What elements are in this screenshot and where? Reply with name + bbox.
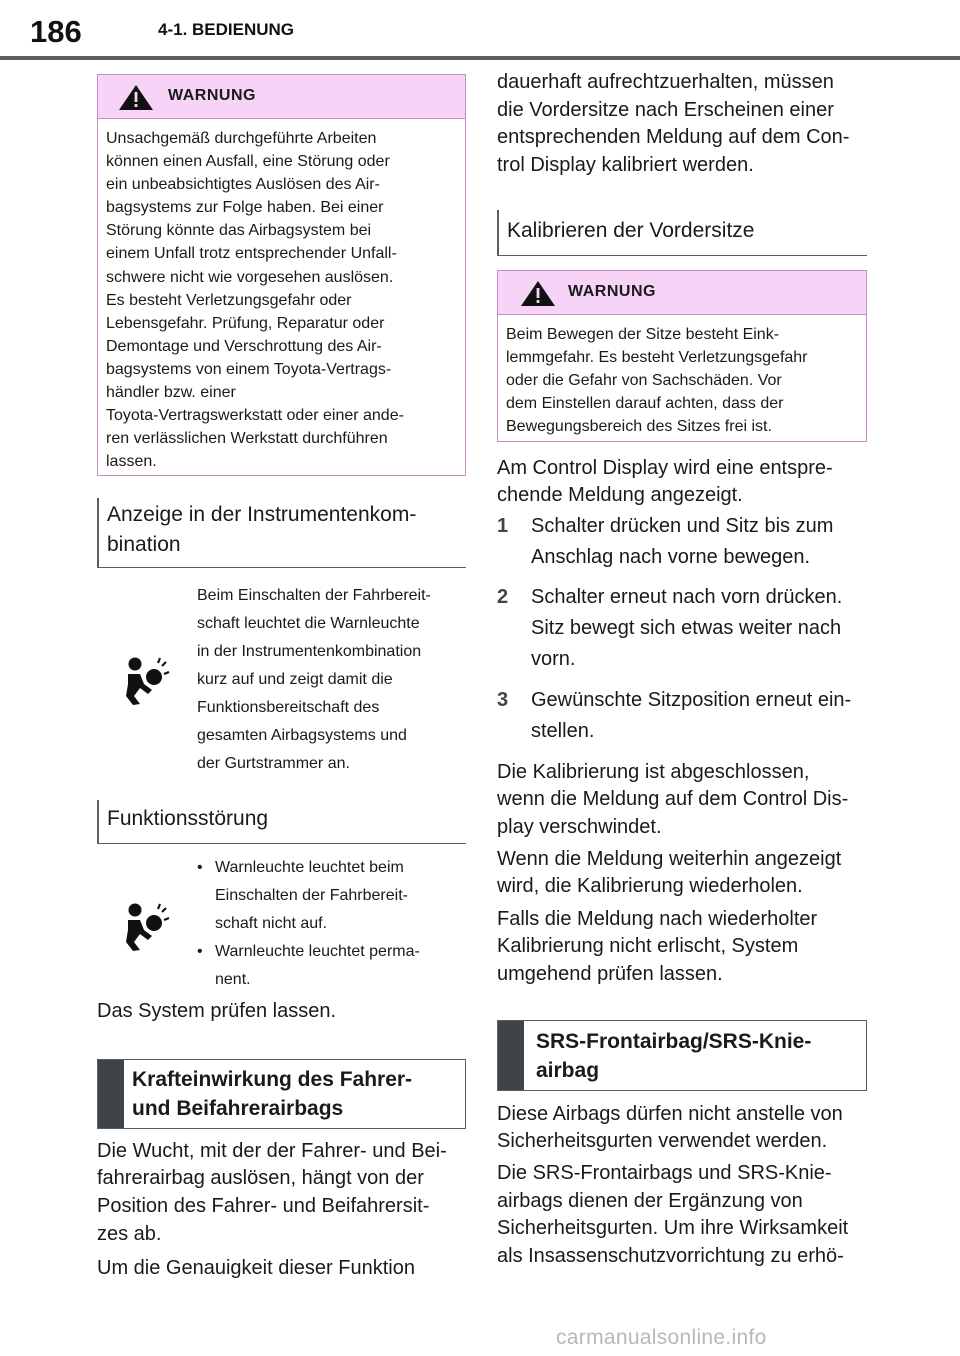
warning-line: ein unbeabsichtigtes Auslösen des Air-	[106, 176, 380, 194]
bullet-text	[215, 854, 455, 938]
warning-line: lemmgefahr. Es besteht Verletzungsgefahr	[506, 349, 808, 367]
bullet-line: schaft nicht auf.	[215, 915, 328, 932]
text-line: Falls die Meldung nach wiederholter	[497, 908, 818, 930]
section-heading-line: Anzeige in der Instrumentenkom-	[107, 503, 417, 526]
section-heading-funktionsstoerung	[97, 800, 466, 844]
step-line: Schalter erneut nach vorn drücken.	[531, 586, 843, 608]
text-line: der Gurtstrammer an.	[197, 755, 350, 772]
step-text	[531, 582, 871, 675]
step-number: 3	[497, 689, 509, 711]
warning-box-seat-movement	[497, 270, 867, 442]
step-line: Sitz bewegt sich etwas weiter nach	[531, 617, 842, 639]
text-line: dauerhaft aufrechtzuerhalten, müssen	[497, 71, 834, 93]
text-line: Am Control Display wird eine entspre-	[497, 457, 833, 479]
section-heading-line: Kalibrieren der Vordersitze	[507, 219, 755, 242]
bullet-line: nent.	[215, 971, 251, 988]
section-bar	[98, 1060, 124, 1128]
warning-line: einem Unfall trotz entsprechender Unfall-	[106, 245, 397, 263]
step-item	[497, 582, 867, 675]
step-line: vorn.	[531, 648, 576, 670]
bullet-dot: •	[197, 859, 203, 876]
warning-line: händler bzw. einer	[106, 384, 236, 402]
list-item	[197, 938, 457, 994]
warning-line: ren verlässlichen Werkstatt durchführen	[106, 430, 388, 448]
text-line: wird, die Kalibrierung wiederholen.	[497, 875, 803, 897]
section-heading-srs-airbag	[497, 1020, 867, 1091]
paragraph: Um die Genauigkeit dieser Funktion	[97, 1257, 415, 1279]
text-line: entsprechenden Meldung auf dem Con-	[497, 126, 850, 148]
step-text	[531, 511, 871, 573]
text-line: Kalibrierung nicht erlischt, System	[497, 935, 799, 957]
warning-body	[98, 119, 465, 473]
warning-line: bagsystems zur Folge haben. Bei einer	[106, 199, 384, 217]
text-line: trol Display kalibriert werden.	[497, 154, 754, 176]
section-heading-line: Funktionsstörung	[107, 807, 269, 830]
warning-line: Demontage und Verschrottung des Air-	[106, 337, 382, 355]
text-line: kurz auf und zeigt damit die	[197, 671, 393, 688]
bullet-text	[215, 938, 455, 994]
step-text	[531, 685, 871, 747]
warning-header	[498, 271, 866, 315]
step-item	[497, 685, 867, 747]
watermark: carmanualsonline.info	[556, 1326, 767, 1349]
text-line: als Insassenschutzvorrichtung zu erhö-	[497, 1245, 844, 1267]
text-line: Wenn die Meldung weiterhin angezeigt	[497, 848, 842, 870]
warning-line: oder die Gefahr von Sachschäden. Vor	[506, 372, 782, 390]
text-line: Beim Einschalten der Fahrbereit-	[197, 587, 431, 604]
chapter-title: 4-1. BEDIENUNG	[158, 20, 295, 39]
step-line: Schalter drücken und Sitz bis zum	[531, 515, 834, 537]
page-number: 186	[30, 14, 82, 49]
text-line: wenn die Meldung auf dem Control Dis-	[497, 788, 849, 810]
text-line: airbags dienen der Ergänzung von	[497, 1190, 803, 1212]
text-line: fahrerairbag auslösen, hängt von der	[97, 1167, 424, 1189]
section-heading-anzeige	[97, 498, 466, 568]
warning-line: Beim Bewegen der Sitze besteht Eink-	[506, 326, 780, 343]
text-line: Die Wucht, mit der der Fahrer- und Bei-	[97, 1140, 447, 1162]
warning-line: Lebensgefahr. Prüfung, Reparatur oder	[106, 314, 385, 332]
text-line: Sicherheitsgurten verwendet werden.	[497, 1130, 828, 1152]
step-number: 2	[497, 586, 509, 608]
warning-body	[498, 315, 866, 438]
text-line: Funktionsbereitschaft des	[197, 699, 380, 716]
warning-title: WARNUNG	[568, 283, 656, 300]
text-line: umgehend prüfen lassen.	[497, 963, 723, 985]
text-line: Diese Airbags dürfen nicht anstelle von	[497, 1103, 843, 1125]
bullet-dot: •	[197, 943, 203, 960]
text-line: schaft leuchtet die Warnleuchte	[197, 615, 420, 632]
text-line: gesamten Airbagsystems und	[197, 727, 407, 744]
warning-line: Toyota-Vertragswerkstatt oder einer ande-	[106, 407, 404, 425]
text-line: Die SRS-Frontairbags und SRS-Knie-	[497, 1162, 832, 1184]
text-line: in der Instrumentenkombination	[197, 643, 422, 660]
warning-header	[98, 75, 465, 119]
bullet-line: Warnleuchte leuchtet perma-	[215, 943, 420, 960]
text-line: Position des Fahrer- und Beifahrersit-	[97, 1195, 430, 1217]
section-heading-line: bination	[107, 533, 181, 556]
warning-line: Es besteht Verletzungsgefahr oder	[106, 291, 352, 309]
step-number: 1	[497, 515, 509, 537]
list-item	[197, 854, 457, 938]
section-heading-line: SRS-Frontairbag/SRS-Knie-	[536, 1030, 812, 1053]
warning-line: bagsystems von einem Toyota-Vertrags-	[106, 360, 392, 378]
bullet-line: Warnleuchte leuchtet beim	[215, 859, 404, 876]
section-heading-krafteinwirkung	[97, 1059, 466, 1129]
warning-line: dem Einstellen darauf achten, dass der	[506, 395, 784, 413]
warning-triangle-icon	[520, 280, 556, 307]
warning-box-airbag-work	[97, 74, 466, 476]
step-line: stellen.	[531, 720, 595, 742]
section-heading-line: Krafteinwirkung des Fahrer-	[132, 1068, 413, 1091]
warning-line: Störung könnte das Airbagsystem bei	[106, 222, 372, 240]
warning-line: schwere nicht wie vorgesehen auslösen.	[106, 268, 394, 286]
bullet-line: Einschalten der Fahrbereit-	[215, 887, 408, 904]
section-heading-line: und Beifahrerairbags	[132, 1097, 344, 1120]
step-item	[497, 511, 867, 573]
warning-triangle-icon	[118, 84, 154, 111]
section-heading-line: airbag	[536, 1059, 600, 1082]
paragraph: Das System prüfen lassen.	[97, 1000, 336, 1022]
section-bar	[498, 1021, 524, 1090]
warning-title: WARNUNG	[168, 87, 256, 104]
warning-line: lassen.	[106, 453, 157, 471]
warning-line: Bewegungsbereich des Sitzes frei ist.	[506, 418, 772, 436]
header-rule	[0, 56, 960, 60]
airbag-warning-light-icon	[118, 900, 170, 952]
text-line: chende Meldung angezeigt.	[497, 484, 743, 506]
text-line: play verschwindet.	[497, 816, 662, 838]
step-line: Gewünschte Sitzposition erneut ein-	[531, 689, 852, 711]
text-line: zes ab.	[97, 1223, 162, 1245]
text-line: die Vordersitze nach Erscheinen einer	[497, 99, 834, 121]
text-line: Sicherheitsgurten. Um ihre Wirksamkeit	[497, 1217, 849, 1239]
airbag-warning-light-icon	[118, 654, 170, 706]
text-line: Die Kalibrierung ist abgeschlossen,	[497, 761, 810, 783]
step-line: Anschlag nach vorne bewegen.	[531, 546, 811, 568]
section-heading-kalibrieren	[497, 210, 867, 256]
warning-line: Unsachgemäß durchgeführte Arbeiten	[106, 130, 377, 147]
warning-line: können einen Ausfall, eine Störung oder	[106, 153, 390, 171]
